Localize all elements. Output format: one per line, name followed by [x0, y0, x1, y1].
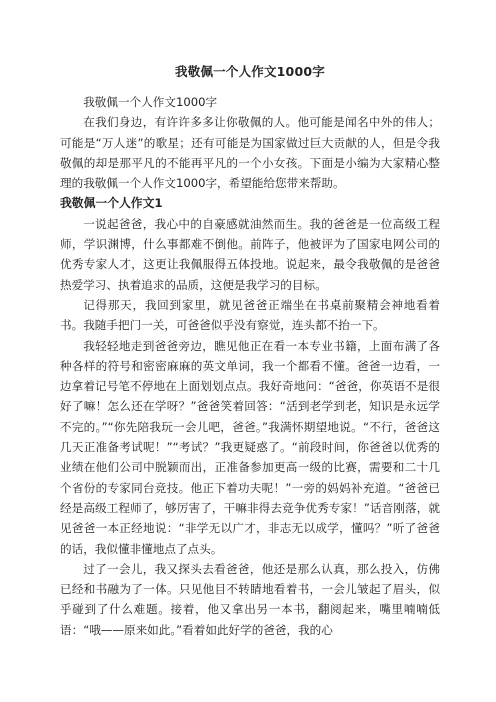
body-paragraph: 记得那天，我回到家里，就见爸爸正端坐在书桌前聚精会神地看着书。我随手把门一关，可爸爸似乎没有察觉，连头都不抬一下。 — [60, 297, 440, 333]
body-paragraph: 过了一会儿，我又探头去看爸爸，他还是那么认真，那么投入，仿佛已经和书融为了一体。只见他目不转睛地看着书，一会儿皱起了眉头，似乎碰到了什么难题。接着，他又拿出另一本书，翻阅起来，嘴里喃喃低语：“哦——原来如此。”看着如此好学的爸爸，我的心 — [60, 561, 440, 637]
document-subtitle: 我敬佩一个人作文1000字 — [83, 95, 218, 109]
section-heading: 我敬佩一个人作文1 — [60, 196, 163, 211]
intro-paragraph: 在我们身边，有许许多多让你敬佩的人。他可能是闻名中外的伟人；可能是“万人迷”的歌星；还有可能是为国家做过巨大贡献的人，但是令我敬佩的却是那平凡的不能再平凡的一个小女孩。下面是小编为大家精心整理的我敬佩一个人作文1000字，希望能给您带来帮助。 — [60, 115, 440, 191]
document-title: 我敬佩一个人作文1000字 — [175, 64, 325, 79]
body-paragraph: 我轻轻地走到爸爸旁边，瞧见他正在看一本专业书籍，上面布满了各种各样的符号和密密麻麻的英文单词，我一个都看不懂。爸爸一边看，一边拿着记号笔不停地在上面划划点点。我好奇地问：“爸爸，你英语不是很好了嘛！怎么还在学呀？”爸爸笑着回答：“活到老学到老，知识是永远学不完的。”“你先陪我玩一会儿吧，爸爸。”我满怀期望地说。“不行，爸爸这几天正准备考试呢！”“考试？”我更疑惑了。“前段时间，你爸爸以优秀的业绩在他们公司中脱颖而出，正准备参加更高一级的比赛，需要和二十几个省份的专家同台竞技。他正下着功夫呢！”一旁的妈妈补充道。“爸爸已经是高级工程师了，够厉害了，干嘛非得去竞争优秀专家！”话音刚落，就见爸爸一本正经地说：“非学无以广才，非志无以成学，懂吗？”听了爸爸的话，我似懂非懂地点了点头。 — [60, 338, 440, 556]
body-paragraph: 一说起爸爸，我心中的自豪感就油然而生。我的爸爸是一位高级工程师，学识渊博，什么事都难不倒他。前阵子，他被评为了国家电网公司的优秀专家人才，这更让我佩服得五体投地。说起来，最令我敬佩的是爸爸热爱学习、执着追求的品质，这便是我学习的目标。 — [60, 216, 440, 292]
